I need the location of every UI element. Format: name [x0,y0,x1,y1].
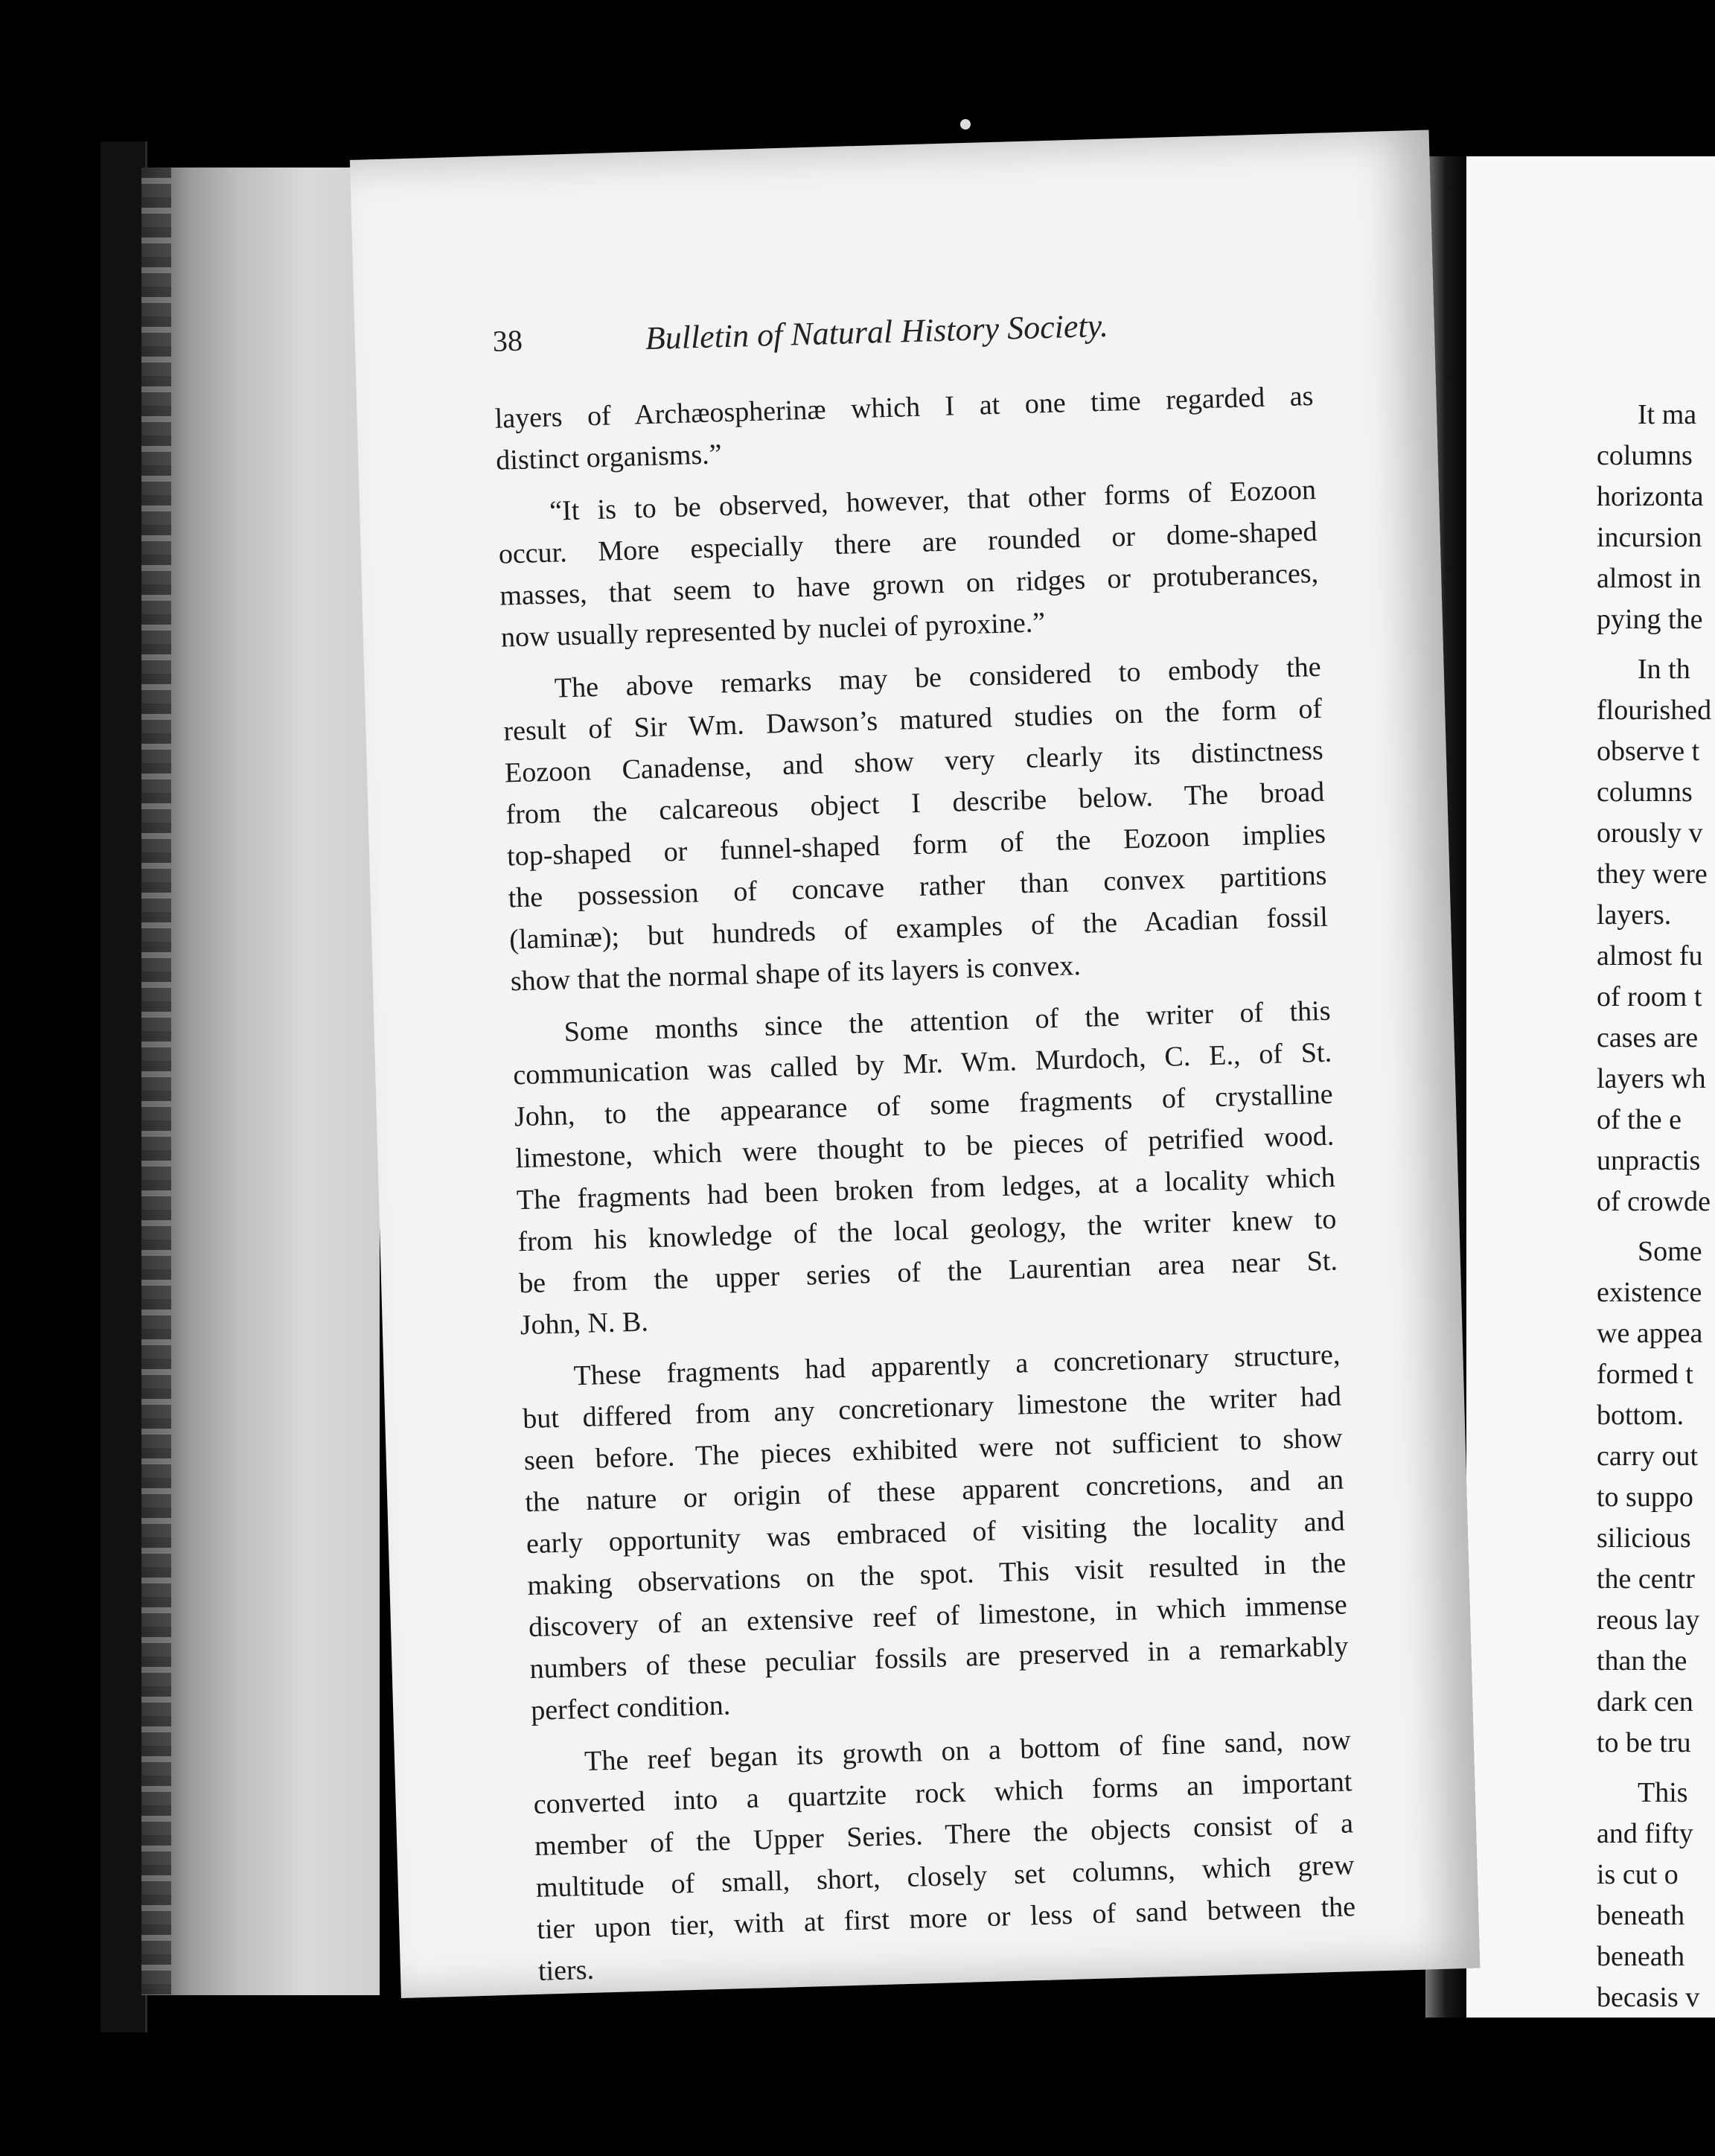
text-line: communication was called by Mr. Wm. Murdoch, C. E., of St. [512,1036,1332,1091]
body-text [494,375,1357,1992]
text-line: limestone, which were thought to be pieces of petrified wood. [514,1120,1335,1175]
text-line: early opportunity was embraced of visiting the locality and [526,1505,1346,1560]
text-line: dark cen [1597,1686,1693,1718]
text-line: The reef began its growth on a bottom of fine sand, now [584,1724,1352,1778]
text-line: The fragments had been broken from ledges, at a locality which [516,1161,1336,1216]
text-line: be from the upper series of the Laurentian area near St. [518,1245,1338,1300]
text-line: and fifty [1597,1818,1693,1849]
dust-speck [960,119,971,130]
text-line: orously v [1597,817,1703,849]
text-line: layers of Archæospherinæ which I at one time regarded as [494,380,1314,435]
text-line: to suppo [1597,1482,1693,1513]
text-line: from the calcareous object I describe below. The broad [505,776,1325,831]
text-line: tiers. [537,1954,595,1987]
text-line: to be tru [1597,1727,1691,1758]
text-line: member of the Upper Series. There the objects consist of a [534,1808,1354,1862]
left-page [350,130,1480,1999]
text-line: masses, that seem to have grown on ridges or protuberances, [499,557,1319,612]
text-line: show that the normal shape of its layers is convex. [510,950,1082,998]
text-line: layers wh [1597,1063,1706,1094]
text-line: numbers of these peculiar fossils are preserved in a remarkably [529,1630,1349,1685]
text-line: carry out [1597,1441,1699,1472]
text-line: perfect condition. [530,1689,731,1727]
text-line: almost in [1597,563,1702,594]
text-line: from his knowledge of the local geology, the writer knew to [517,1203,1337,1258]
text-line: discovery of an extensive reef of limestone, in which immense [528,1589,1348,1644]
text-line: horizonta [1597,481,1704,512]
text-line: they were [1597,858,1708,890]
text-line: beneath [1597,1900,1685,1931]
text-line: seen before. The pieces exhibited were not sufficient to show [523,1422,1344,1477]
text-line: almost fu [1597,940,1703,972]
text-line: occur. More especially there are rounded or dome-shaped [498,515,1318,570]
page-stack-edges [141,168,380,1995]
text-line: formed t [1597,1359,1693,1390]
page-number: 38 [492,323,523,358]
text-line: Some months since the attention of the writer of this [563,995,1332,1048]
text-line: layers. [1597,899,1672,931]
text-line: reous lay [1597,1604,1700,1636]
text-line: “It is to be observed, however, that other forms of Eozoon [549,473,1317,527]
text-line: It ma [1638,399,1697,430]
text-line: of crowde [1597,1186,1711,1217]
text-line: cases are [1597,1022,1699,1053]
book-binding [100,141,147,2032]
text-line: the nature or origin of these apparent concretions, and an [524,1464,1344,1519]
running-title: Bulletin of Natural History Society. [645,307,1109,357]
text-line: The above remarks may be considered to embody the [554,651,1322,704]
right-page-text [1597,395,1715,2018]
text-line: distinct organisms.” [495,438,723,476]
text-line: silicious [1597,1522,1691,1554]
paragraph-gap [1597,640,1715,649]
text-line: In th [1638,654,1690,685]
text-line: the possession of concave rather than convex partitions [508,859,1327,914]
text-line: but differed from any concretionary limestone the writer had [522,1380,1342,1435]
text-line: we appea [1597,1318,1703,1349]
text-line: top-shaped or funnel-shaped form of the Eozoon implies [506,817,1326,873]
text-line: Some [1638,1236,1702,1267]
text-line: becasis v [1597,1982,1700,2013]
text-line: John, N. B. [520,1306,649,1342]
paragraph-gap [1597,1222,1715,1231]
text-line: the centr [1597,1563,1695,1595]
text-line: existence [1597,1277,1702,1308]
text-line: pying the [1597,604,1703,635]
text-line: bottom. [1597,1400,1684,1431]
page-header [492,301,1312,369]
text-line: John, to the appearance of some fragments of crystalline [514,1078,1334,1133]
text-line: of room t [1597,981,1702,1012]
text-line: observe t [1597,736,1700,767]
text-line: converted into a quartzite rock which forms an important [533,1766,1352,1820]
text-line: Eozoon Canadense, and show very clearly its distinctness [504,734,1324,789]
text-line: columns [1597,440,1693,471]
text-line: This [1638,1777,1688,1808]
text-line: result of Sir Wm. Dawson’s matured studies on the form of [502,692,1323,747]
text-line: columns [1597,776,1693,808]
text-line: multitude of small, short, closely set columns, which grew [535,1849,1355,1904]
text-line: beneath [1597,1941,1685,1972]
text-line: flourished [1597,695,1712,726]
text-line: unpractis [1597,1145,1701,1176]
text-line: than the [1597,1645,1687,1677]
paragraph-gap [1597,1764,1715,1773]
text-line: These fragments had apparently a concretionary structure, [573,1339,1341,1392]
text-line: making observations on the spot. This visit resulted in the [526,1547,1347,1602]
text-line: now usually represented by nuclei of pyroxine.” [500,607,1046,654]
text-line: incursion [1597,522,1702,553]
dust-speck [793,1977,802,1984]
right-page [1466,156,1715,2018]
text-line: is cut o [1597,1859,1679,1890]
text-line: (laminæ); but hundreds of examples of the Acadian fossil [508,901,1329,956]
text-line: tier upon tier, with at first more or less of sand between the [536,1891,1356,1945]
text-line: of the e [1597,1104,1682,1135]
